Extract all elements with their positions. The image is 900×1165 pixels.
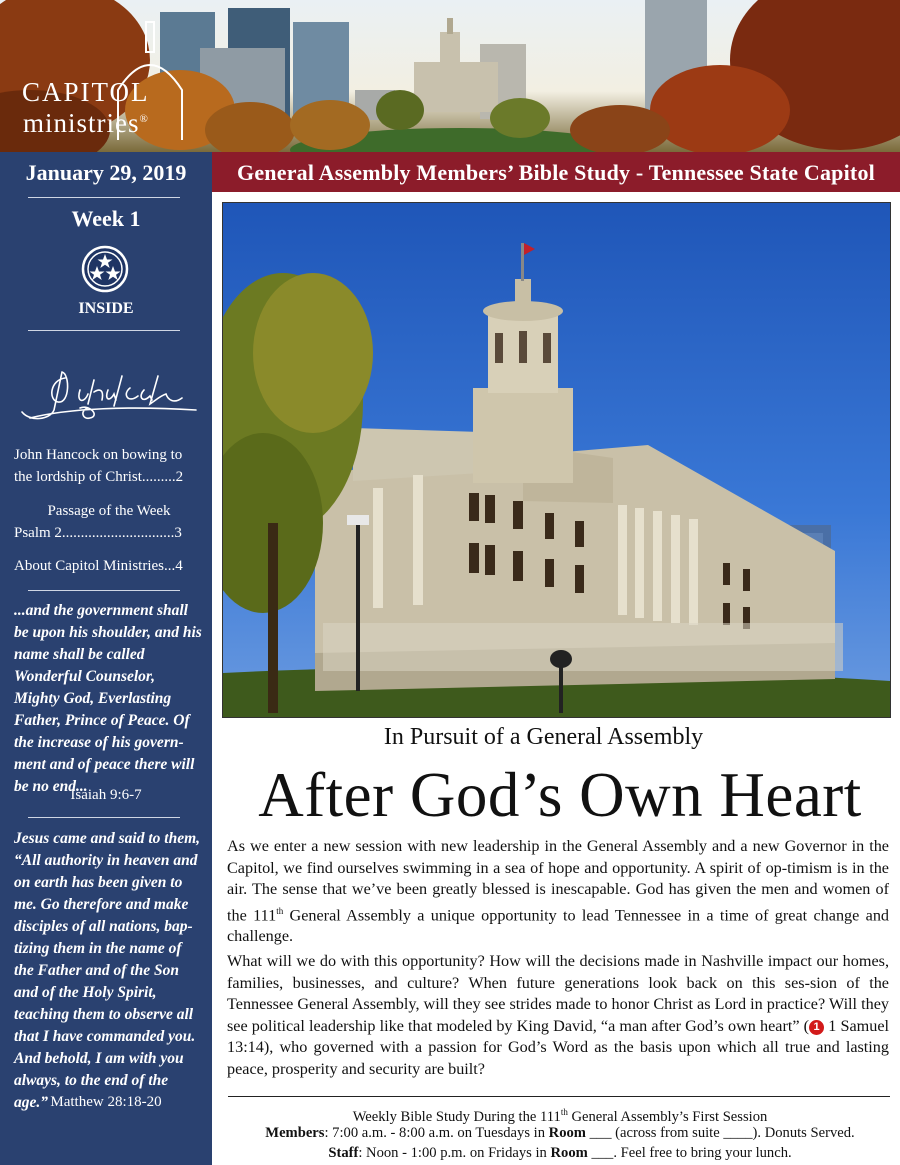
capitol-building-photo	[222, 202, 891, 718]
room-label: Room	[548, 1125, 586, 1141]
scripture-quote-matthew: Jesus came and said to them, “All authority in heaven and on earth has been given to me. Go therefore and make disciples of all nations, bap-tizing them in the name of the Father and of the Son and of the Holy Spirit, teaching them to observe all that I have commanded you. And behold, I am with you always, to the end of the age.”	[14, 830, 201, 1111]
ordinal-suffix: th	[560, 1107, 568, 1117]
footer-text: Weekly Bible Study During the 111	[352, 1108, 561, 1125]
toc-item-text: Passage of the Week	[47, 503, 171, 519]
tristar-icon	[80, 244, 130, 294]
logo-line-2	[22, 106, 150, 136]
footer-text: ___ (across from suite ____). Donuts Served.	[585, 1125, 855, 1141]
members-label: Members	[265, 1125, 325, 1141]
scripture-quote-isaiah: ...and the government shall be upon his shoulder, and his name shall be called Wonderful Counselor, Mighty God, Everlasting Father, Prince of Peace. Of the increase of his govern-ment and of peace there will be no end...	[14, 602, 202, 795]
footer-members-line	[222, 1123, 898, 1143]
footer-text: ___. Feel free to bring your lunch.	[587, 1145, 792, 1161]
scripture-citation: Matthew 28:18-20	[50, 1094, 162, 1110]
paragraph-text: As we enter a new session with new leadership in the General Assembly and a new Governor in the Capitol, we find ourselves swimming in a sea of hope and opportunity. A spirit of op-timism is in the air. The sense that we’ve been greatly blessed is inescapable. God has given the men and women of the 111	[227, 837, 889, 924]
staff-label: Staff	[328, 1145, 359, 1161]
footer-text: : 7:00 a.m. - 8:00 a.m. on Tuesdays in	[324, 1125, 549, 1141]
paragraph-text: What will we do with this opportunity? How will the decisions made in Nashville impact our homes, families, businesses, and culture? When future generations look back on this ses-sion of the Tennessee General Assembly, will they see strides made to honor Christ as Lord in practice? Will they see political leadership like that modeled by King David, “a man after God’s own heart” (	[227, 952, 889, 1035]
footer-text: General Assembly’s First Session	[567, 1108, 768, 1125]
paragraph-text: 1 Samuel 13:14), who governed with a passion for God’s Word as the basis upon which all true and lasting peace, prosperity and security are built?	[227, 1016, 889, 1078]
header-banner	[0, 0, 900, 152]
week-label: Week 1	[71, 206, 141, 231]
room-label: Room	[550, 1145, 588, 1161]
article-subhead: In Pursuit of a General Assembly	[383, 724, 704, 750]
capitol-ministries-logo	[22, 78, 150, 136]
capitol-illustration	[223, 203, 890, 717]
footer-divider	[228, 1096, 890, 1097]
article-paragraph	[227, 836, 889, 948]
footnote-badge[interactable]: 1	[809, 1020, 824, 1035]
toc-item-about[interactable]	[14, 555, 204, 577]
article-paragraph	[227, 951, 889, 1080]
toc-item-passage[interactable]	[14, 500, 204, 544]
divider	[28, 330, 180, 331]
divider	[28, 590, 180, 591]
toc-item-text: About Capitol Ministries...4	[14, 558, 183, 574]
paragraph-text: General Assembly a unique opportunity to lead Tennessee in a time of great change and challenge.	[227, 905, 890, 946]
issue-date: January 29, 2019	[25, 160, 187, 185]
registered-mark: ®	[139, 113, 149, 125]
footer-text: : Noon - 1:00 p.m. on Fridays in	[358, 1145, 551, 1161]
divider	[28, 197, 180, 198]
inside-label: INSIDE	[78, 300, 134, 317]
footer-staff-line	[222, 1143, 898, 1163]
article-headline: After God’s Own Heart	[258, 760, 862, 830]
toc-item-text: Psalm 2..............................3	[14, 525, 182, 541]
divider	[28, 817, 180, 818]
logo-line-1: CAPITOL	[22, 77, 150, 107]
title-bar: General Assembly Members’ Bible Study - Tennessee State Capitol	[212, 152, 900, 192]
toc-item-text: the lordship of Christ.........2	[14, 469, 184, 485]
scripture-citation: Isaiah 9:6-7	[70, 787, 142, 803]
ordinal-suffix: th	[276, 905, 284, 916]
toc-item-text: John Hancock on bowing to	[14, 447, 183, 463]
john-hancock-signature	[10, 360, 200, 430]
sidebar	[0, 152, 212, 1165]
logo-word: ministries	[23, 108, 140, 138]
toc-item-hancock[interactable]	[14, 444, 204, 488]
